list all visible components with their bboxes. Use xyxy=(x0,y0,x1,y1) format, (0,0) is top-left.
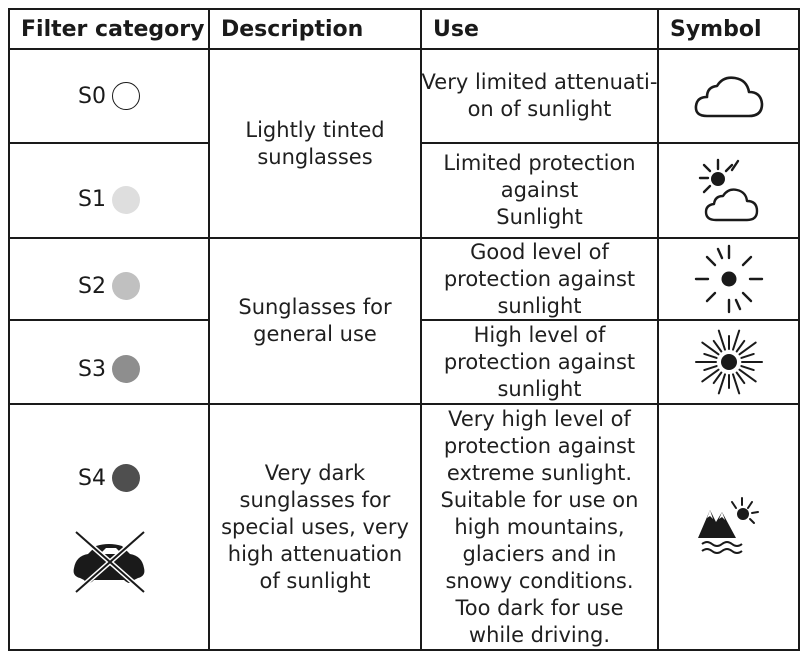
no-driving-icon xyxy=(64,526,154,596)
sun-behind-cloud-icon xyxy=(694,156,764,226)
table-border-right xyxy=(798,8,800,651)
category-label: S1 xyxy=(78,187,106,212)
use-s0: Very limited attenuati- on of sunlight xyxy=(421,70,658,121)
sun-ray xyxy=(713,373,721,384)
sun-ray xyxy=(713,341,721,352)
description-very-dark: Very dark sunglasses for special uses, very high attenuation of sunlight xyxy=(221,460,409,593)
tint-swatch xyxy=(112,186,140,214)
header-description: Description xyxy=(221,16,364,42)
table-border-top xyxy=(9,8,800,10)
use-s1: Limited protection against Sunlight xyxy=(443,151,636,229)
sun-ray xyxy=(741,366,753,370)
symbol-s0 xyxy=(658,49,799,143)
use-s4: Very high level of protection against extreme sunlight. Suitable for use on high mountains, glaciers and in snowy conditions. Too dark for use while driving. xyxy=(440,406,639,647)
category-s0 xyxy=(9,49,209,143)
sun-ray xyxy=(718,374,724,393)
row-divider xyxy=(421,319,800,321)
tint-swatch xyxy=(112,272,140,300)
category-s1 xyxy=(9,143,209,238)
column-divider xyxy=(657,8,659,651)
sun-ray xyxy=(736,373,744,384)
row-divider xyxy=(9,237,800,239)
bright-sun-icon xyxy=(693,326,765,398)
category-label: S0 xyxy=(78,83,106,109)
tint-swatch xyxy=(112,82,140,110)
sun-ray xyxy=(741,354,753,358)
symbol-s1 xyxy=(658,143,799,238)
tint-swatch xyxy=(112,464,140,492)
category-label: S2 xyxy=(78,273,106,299)
category-s4-label-row xyxy=(78,464,140,492)
header-symbol: Symbol xyxy=(670,16,762,42)
table-border-left xyxy=(8,8,10,651)
category-label: S3 xyxy=(78,356,106,382)
table-border-bottom xyxy=(9,649,800,651)
row-divider xyxy=(9,403,800,405)
symbol-s4 xyxy=(658,404,799,650)
column-divider xyxy=(208,8,210,651)
sun-ray xyxy=(733,374,739,393)
description-general-use: Sunglasses for general use xyxy=(238,295,392,346)
category-s2 xyxy=(9,238,209,320)
header-use: Use xyxy=(433,16,479,42)
column-divider xyxy=(420,8,422,651)
row-divider xyxy=(9,319,209,321)
category-s4 xyxy=(9,404,209,650)
symbol-s2 xyxy=(658,238,799,320)
sun-ray xyxy=(704,366,716,370)
sun-icon xyxy=(694,244,764,314)
cloud-icon xyxy=(693,70,765,122)
row-divider xyxy=(9,142,209,144)
header-divider xyxy=(9,48,800,50)
header-filter-category: Filter category xyxy=(21,16,205,42)
sun-ray xyxy=(718,331,724,350)
description-lightly-tinted: Lightly tinted sunglasses xyxy=(245,117,385,169)
sun-ray xyxy=(733,331,739,350)
category-label: S4 xyxy=(78,465,106,491)
symbol-s3 xyxy=(658,320,799,404)
mountain-sun-water-icon xyxy=(696,496,762,558)
use-s3: High level of protection against sunlight xyxy=(443,322,636,401)
row-divider xyxy=(421,142,800,144)
tint-swatch xyxy=(112,355,140,383)
sun-ray xyxy=(736,341,744,352)
use-s2: Good level of protection against sunlight xyxy=(443,239,636,318)
sun-ray xyxy=(704,354,716,358)
category-s3 xyxy=(9,320,209,404)
